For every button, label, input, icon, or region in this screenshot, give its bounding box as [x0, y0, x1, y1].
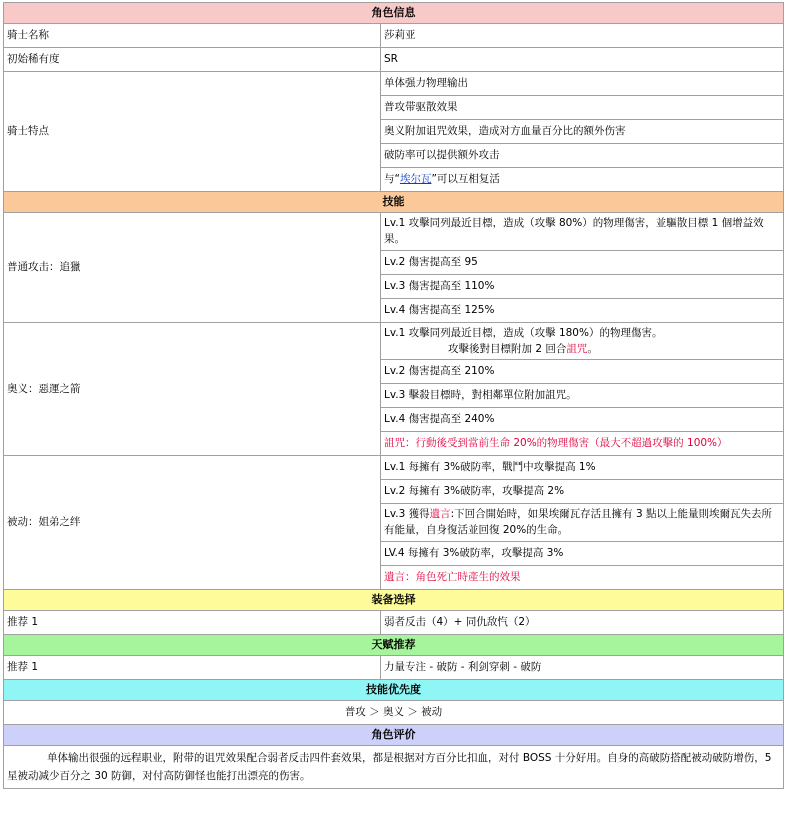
- normal-attack-lv4: Lv.4 傷害提高至 125%: [381, 298, 784, 322]
- priority-value: 普攻 ＞ 奥义 ＞ 被动: [4, 700, 784, 724]
- passive-lv1: Lv.1 每擁有 3%破防率，戰鬥中攻擊提高 1%: [381, 456, 784, 480]
- rarity-label: 初始稀有度: [4, 48, 381, 72]
- curse-note: 詛咒：行動後受到當前生命 20%的物理傷害（最大不超過攻擊的 100%）: [381, 432, 784, 456]
- trait-5-pre: 与“: [384, 173, 400, 186]
- ultimate-lv3: Lv.3 擊殺目標時，對相鄰單位附加詛咒。: [381, 384, 784, 408]
- section-header-info: 角色信息: [4, 3, 784, 24]
- ultimate-lv1: [381, 322, 784, 360]
- trait-3: 奥义附加诅咒效果，造成对方血量百分比的额外伤害: [381, 120, 784, 144]
- ultimate-lv1-line1: Lv.1 攻擊同列最近目標，造成（攻擊 180%）的物理傷害。: [384, 326, 663, 339]
- legacy-keyword: 遺言: [429, 508, 451, 521]
- section-header-priority: 技能优先度: [4, 679, 784, 700]
- name-label: 骑士名称: [4, 24, 381, 48]
- normal-attack-lv2: Lv.2 傷害提高至 95: [381, 250, 784, 274]
- ultimate-lv1-line2: [384, 341, 598, 357]
- rarity-value: SR: [381, 48, 784, 72]
- passive-lv3: [381, 504, 784, 542]
- passive-lv2: Lv.2 每擁有 3%破防率，攻擊提高 2%: [381, 480, 784, 504]
- trait-4: 破防率可以提供额外攻击: [381, 144, 784, 168]
- section-header-talent: 天赋推荐: [4, 634, 784, 655]
- character-table: [3, 2, 784, 789]
- equip-value: 弱者反击（4）+ 同仇敌忾（2）: [381, 610, 784, 634]
- character-guide: [3, 2, 783, 789]
- trait-5-post: ”可以互相复活: [431, 173, 500, 186]
- ultimate-lv4: Lv.4 傷害提高至 240%: [381, 408, 784, 432]
- name-value: 莎莉亚: [381, 24, 784, 48]
- talent-label: 推荐 1: [4, 655, 381, 679]
- section-header-review: 角色评价: [4, 724, 784, 745]
- trait-1: 单体强力物理输出: [381, 72, 784, 96]
- talent-value: 力量专注 - 破防 - 利剑穿刺 - 破防: [381, 655, 784, 679]
- review-text: 单体输出很强的远程职业，附带的诅咒效果配合弱者反击四件套效果，都是根据对方百分比扣血，对付 BOSS 十分好用。自身的高破防搭配被动破防增伤，5 星被动减少百分之 30 防御，对付高防御怪也能打出漂亮的伤害。: [4, 745, 784, 789]
- section-header-equip: 装备选择: [4, 589, 784, 610]
- equip-label: 推荐 1: [4, 610, 381, 634]
- normal-attack-name: 普通攻击：追獵: [4, 213, 381, 323]
- trait-2: 普攻带驱散效果: [381, 96, 784, 120]
- trait-5: [381, 168, 784, 192]
- section-header-skills: 技能: [4, 192, 784, 213]
- ultimate-lv2: Lv.2 傷害提高至 210%: [381, 360, 784, 384]
- ultimate-name: 奥义：惡運之箭: [4, 322, 381, 456]
- passive-lv3-post: :下回合開始時，如果埃爾瓦存活且擁有 3 點以上能量則埃爾瓦失去所有能量，自身復活並回復 20%的生命。: [384, 508, 773, 537]
- traits-label: 骑士特点: [4, 72, 381, 192]
- passive-name: 被动：姐弟之绊: [4, 456, 381, 590]
- normal-attack-lv1: Lv.1 攻擊同列最近目標，造成（攻擊 80%）的物理傷害，並驅散目標 1 個增益效果。: [381, 213, 784, 251]
- passive-lv3-pre: Lv.3 獲得: [384, 508, 430, 521]
- ultimate-lv1-line2-pre: 攻擊後對目標附加 2 回合: [448, 342, 567, 355]
- passive-lv4: LV.4 每擁有 3%破防率，攻擊提高 3%: [381, 541, 784, 565]
- normal-attack-lv3: Lv.3 傷害提高至 110%: [381, 274, 784, 298]
- ultimate-lv1-line2-post: 。: [587, 342, 598, 355]
- curse-keyword: 詛咒: [566, 342, 588, 355]
- legacy-note: 遺言：角色死亡時產生的效果: [381, 565, 784, 589]
- elva-link[interactable]: 埃尔瓦: [399, 173, 432, 186]
